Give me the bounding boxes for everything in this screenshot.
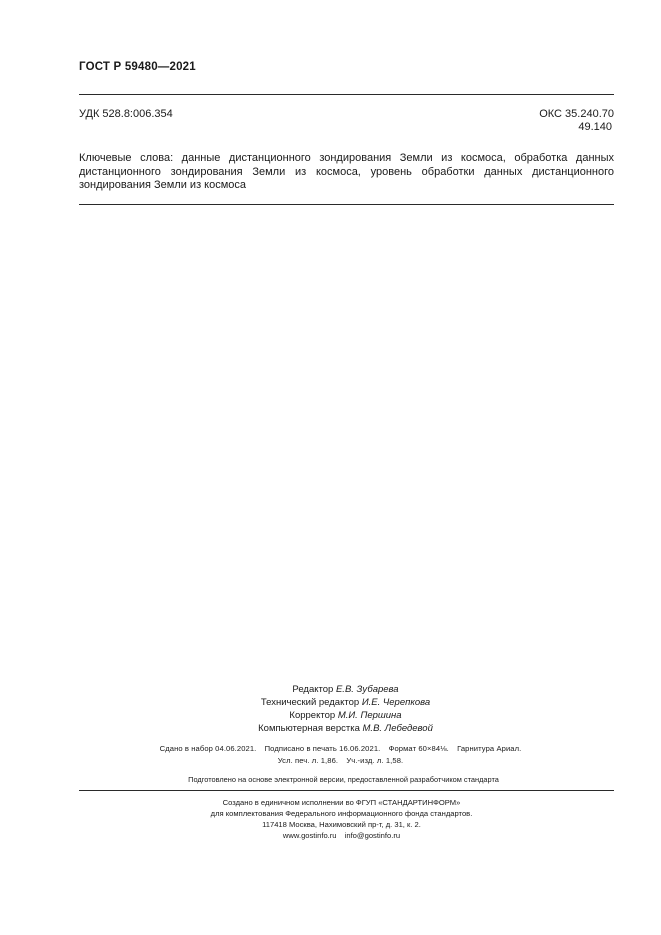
footer-divider: [79, 790, 614, 791]
print-info: [0, 743, 661, 767]
editorial-credits: [0, 683, 661, 735]
print-info-row-2: [20, 755, 661, 767]
credit-role: Редактор: [292, 684, 334, 695]
publisher-line-2: для комплектования Федерального информационного фонда стандартов.: [210, 809, 473, 818]
email-link[interactable]: info@gostinfo.ru: [344, 831, 401, 840]
oks-codes: [539, 108, 614, 134]
credit-layout: [30, 722, 661, 735]
credit-name: М.В. Лебедевой: [362, 723, 433, 734]
publisher-address: 117418 Москва, Нахимовский пр-т, д. 31, к. 2.: [262, 820, 421, 829]
credit-name: И.Е. Черепкова: [361, 697, 431, 708]
keywords-paragraph: Ключевые слова: данные дистанционного зондирования Земли из космоса, обработка данных дистанционного зондирования Земли из космоса, уровень обработки данных дистанционного зондирования Земли из космоса: [79, 152, 614, 191]
credit-name: М.И. Першина: [337, 710, 402, 721]
udk-code: УДК 528.8:006.354: [79, 108, 173, 120]
signed-date: Подписано в печать 16.06.2021.: [264, 744, 381, 753]
print-info-row-1: [20, 743, 661, 755]
credit-role: Технический редактор: [260, 697, 360, 708]
publisher-contacts: [22, 830, 661, 841]
submitted-date: Сдано в набор 04.06.2021.: [159, 744, 257, 753]
credit-name: Е.В. Зубарева: [335, 684, 399, 695]
credit-editor: [30, 683, 661, 696]
credit-corrector: [30, 709, 661, 722]
website-link[interactable]: www.gostinfo.ru: [282, 831, 337, 840]
keywords-divider: [79, 204, 614, 205]
publisher-sheets: Уч.-изд. л. 1,58.: [346, 756, 404, 765]
paper-format: Формат 60×84⅛.: [388, 744, 449, 753]
prepared-note: Подготовлено на основе электронной версии, предоставленной разработчиком стандарта: [188, 775, 499, 784]
printed-sheets: Усл. печ. л. 1,86.: [277, 756, 339, 765]
oks-code-line-1: ОКС 35.240.70: [539, 108, 614, 120]
document-code: ГОСТ Р 59480—2021: [79, 61, 196, 73]
publisher-line-1: Создано в единичном исполнении во ФГУП «СТАНДАРТИНФОРМ»: [222, 798, 461, 807]
credit-role: Компьютерная верстка: [258, 723, 360, 734]
publisher-info: [0, 797, 661, 841]
credit-role: Корректор: [289, 710, 336, 721]
credit-tech-editor: [30, 696, 661, 709]
oks-code-line-2: 49.140: [578, 121, 612, 133]
typeface: Гарнитура Ариал.: [457, 744, 522, 753]
header-divider: [79, 94, 614, 95]
